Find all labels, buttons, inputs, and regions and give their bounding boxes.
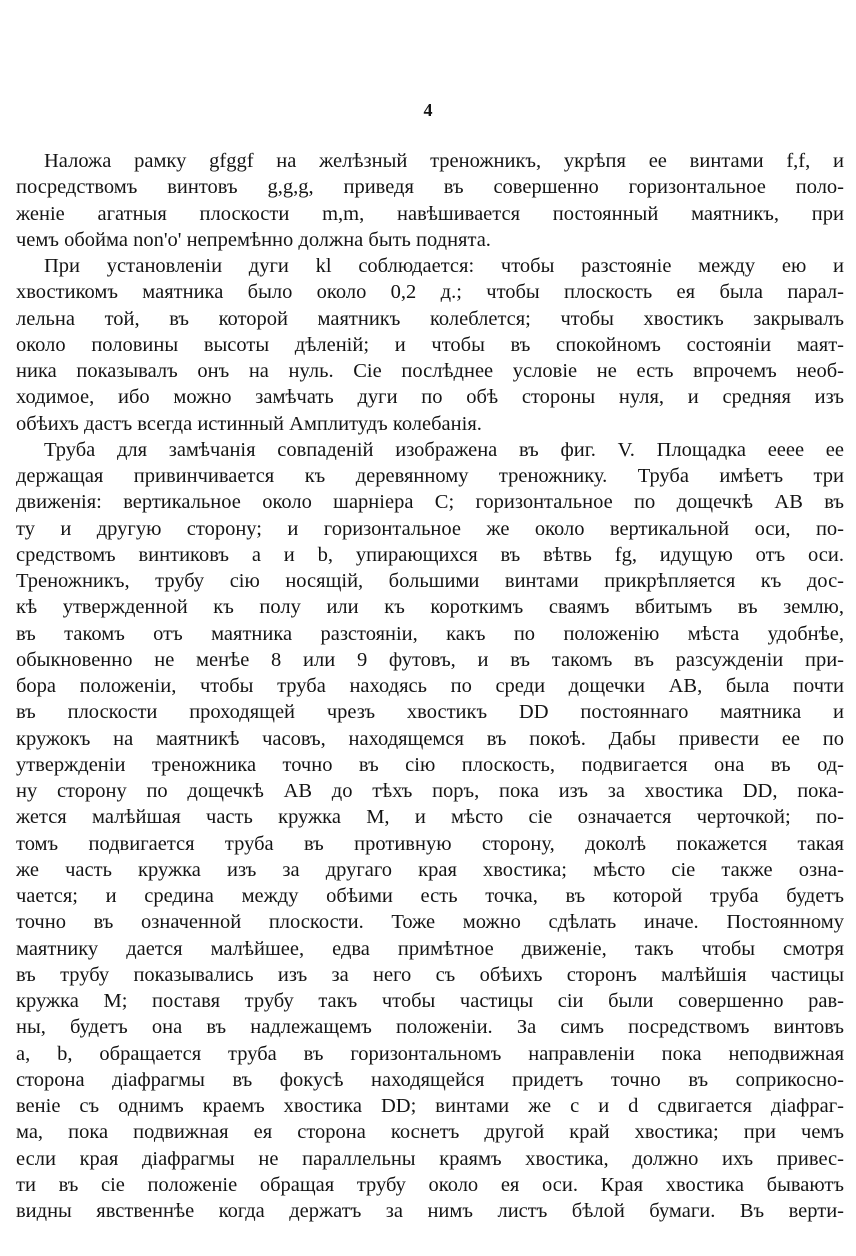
text-line: чемъ обойма non'o' непремѣнно должна быть поднята. (16, 228, 491, 251)
text-line: кѣ утвержденной къ полу или къ короткимъ сваямъ вбитымъ въ землю, (16, 596, 844, 619)
text-line: чается; и средина между обѣими есть точка, въ которой труба будетъ (16, 885, 844, 907)
text-line: жется малѣйшая часть кружка M, и мѣсто сіе означается черточкой; по- (16, 806, 844, 829)
text-line: ника показывалъ онъ на нуль. Сіе послѣднее условіе не есть впрочемъ необ- (16, 360, 844, 382)
paragraph-1 (16, 148, 844, 253)
text-line: посредствомъ винтовъ g,g,g, приведя въ совершенно горизонтальное поло- (16, 176, 844, 199)
text-line: же часть кружка изъ за другаго края хвостика; мѣсто сіе также озна- (16, 858, 844, 881)
text-line: если края діафрагмы не параллельны краямъ хвостика, должно ихъ привес- (16, 1147, 844, 1170)
text-line: видны явственнѣе когда держатъ за нимъ листъ бѣлой бумаги. Въ верти- (16, 1200, 844, 1222)
text-line: кружка M; поставя трубу такъ чтобы частицы сіи были совершенно рав- (16, 990, 844, 1012)
text-line: ну сторону по дощечкѣ AB до тѣхъ поръ, пока изъ за хвостика DD, пока- (16, 780, 844, 802)
body-text (16, 148, 844, 1224)
text-line: ту и другую сторону; и горизонтальное же около вертикальной оси, по- (16, 517, 844, 540)
text-line: веніе съ однимъ краемъ хвостика DD; винтами же c и d сдвигается діафраг- (16, 1095, 844, 1117)
text-line: ны, будетъ она въ надлежащемъ положеніи. За симъ посредствомъ винтовъ (16, 1016, 844, 1039)
text-line: кружокъ на маятникѣ часовъ, находящемся въ покоѣ. Дабы привести ее по (16, 727, 844, 750)
text-line: Наложа рамку gfggf на желѣзный треножникъ, укрѣпя ее винтами f,f, и (44, 150, 844, 172)
text-line: точно въ означенной плоскости. Тоже можно сдѣлать иначе. Постоянному (16, 911, 844, 934)
text-line: ти въ сіе положеніе обращая трубу около ея оси. Края хвостика бываютъ (16, 1173, 844, 1196)
text-line: около половины высоты дѣленій; и чтобы въ спокойномъ состояніи маят- (16, 333, 844, 356)
paragraph-2 (16, 253, 844, 437)
text-line: Труба для замѣчанія совпаденій изображена въ фиг. V. Площадка eeee ее (44, 438, 844, 461)
text-line: сторона діафрагмы въ фокусѣ находящейся придетъ точно въ соприкосно- (16, 1068, 844, 1091)
text-line: томъ подвигается труба въ противную сторону, доколѣ покажется такая (16, 832, 844, 855)
paragraph-3 (16, 437, 844, 1225)
text-line: обыкновенно не менѣе 8 или 9 футовъ, и въ такомъ въ разсужденіи при- (16, 648, 844, 671)
text-line: лельна той, въ которой маятникъ колеблется; чтобы хвостикъ закрывалъ (16, 307, 844, 330)
text-line: ма, пока подвижная ея сторона коснетъ другой край хвостика; при чемъ (16, 1121, 844, 1144)
text-line: средствомъ винтиковъ a и b, упирающихся въ вѣтвь fg, идущую отъ оси. (16, 543, 844, 566)
text-line: бора положеніи, чтобы труба находясь по среди дощечки AB, была почти (16, 675, 844, 697)
page-number: 4 (423, 100, 433, 120)
text-line: утвержденіи треножника точно въ сію плоскость, подвигается она въ од- (16, 753, 844, 776)
text-line: При установленіи дуги kl соблюдается: чтобы разстояніе между ею и (44, 255, 844, 277)
text-line: хвостикомъ маятника было около 0,2 д.; чтобы плоскость ея была парал- (16, 281, 844, 304)
text-line: Треножникъ, трубу сію носящій, большими винтами прикрѣпляется къ дос- (16, 570, 844, 592)
text-line: женіе агатныя плоскости m,m, навѣшивается постоянный маятникъ, при (16, 202, 844, 225)
text-line: въ плоскости проходящей чрезъ хвостикъ DD постояннаго маятника и (16, 701, 844, 724)
text-line: маятнику дается малѣйшее, едва примѣтное движеніе, такъ чтобы смотря (16, 937, 844, 960)
text-line: a, b, обращается труба въ горизонтальномъ направленіи пока неподвижная (16, 1042, 844, 1065)
text-line: держащая привинчивается къ деревянному треножнику. Труба имѣетъ три (16, 465, 844, 487)
text-line: обѣихъ дастъ всегда истинный Амплитудъ колебанія. (16, 412, 482, 435)
text-line: движенія: вертикальное около шарніера C; горизонтальное по дощечкѣ AB въ (16, 491, 844, 514)
text-line: въ трубу показывались изъ за него съ обѣихъ сторонъ малѣйшія частицы (16, 963, 844, 986)
text-line: въ такомъ отъ маятника разстояніи, какъ по положенію мѣста удобнѣе, (16, 622, 844, 645)
text-line: ходимое, ибо можно замѣчать дуги по обѣ стороны нуля, и средняя изъ (16, 386, 844, 409)
